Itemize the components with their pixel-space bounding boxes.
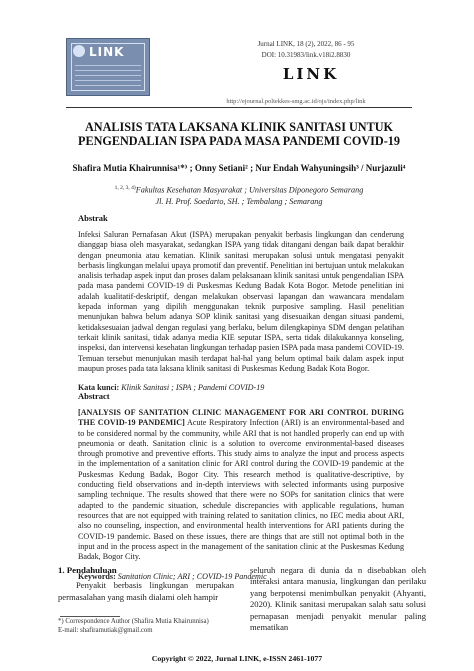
abstrak-heading: Abstrak (78, 213, 108, 223)
journal-meta (206, 39, 406, 61)
journal-logo (66, 38, 150, 96)
logo-text: LINK (89, 45, 125, 59)
abstract-section (78, 391, 404, 581)
intro-left-text: Penyakit berbasis lingkungan merupakan permasalahan yang masih dialami oleh hampir (58, 580, 234, 602)
header-divider (66, 107, 412, 108)
page-footer: Copyright © 2022, Jurnal LINK, e-ISSN 2461-1077 (151, 654, 323, 663)
abstract-keywords-label: Keywords: (78, 572, 116, 582)
abstrak-text: Infeksi Saluran Pernafasan Akut (ISPA) merupakan penyakit berbasis lingkungan dan cenderung dianggap biasa oleh masyarakat, sedangkan ISPA yang tidak ditangani dengan baik dapat berakhir dengan pneumonia atau kematian. Klinik sanitasi merupakan solusi untuk mengatasi penyakit berbasis lingkungan melalui upaya promotif dan preventif. Penelitian ini bertujuan untuk melakukan analisis terhadap aspek input dan proses dalam pelaksanaan klinik sanitasi untuk pengendalian ISPA pada masa pandemi COVID-19 di Puskesmas Kedung Badak Kota Bogor. Metode penelitian ini adalah kualitatif-deskriptif, dengan melakukan observasi lapangan dan wawancara mendalam kepada informan yang dipilih menggunakan teknik purposive sampling. Hasil penelitian menunjukan bahwa belum adanya SOP klinik sanitasi yang disesuaikan dengan situasi pandemi, ketidaksesuaian jadwal dengan regulasi yang berlaku, belum dilengkapinya SDM dengan pelatihan terkait klinik sanitasi, tidak adanya media KIE seputar ISPA, serta tidak dilakukannya konseling, inspeksi, dan intervensi kesehatan lingkungan terhadap pasien ISPA pada masa pandemi COVID-19. Temuan tersebut menunjukan masih terdapat hal-hal yang belum optimal baik dalam aspek input maupun proses pada tata laksana klinik sanitasi di Puskesmas Kedung Badak Kota Bogor. (78, 230, 404, 373)
correspondence-footnote (58, 618, 238, 635)
abstract-body: Acute Respiratory Infection (ARI) is an environmental-based and to be considered normal by the community, while ARI that is not handled properly can end up with pneumonia or death. Sanitation clinic is a solution to overcome environmental-based diseases through promotive and preventive efforts. This study aims to analyze the input and process aspects in the implementation of a sanitation clinic for ARI control during the COVID-19 pandemic at the Puskesmas Kedung Badak, Bogor City. This research method is qualitative-descriptive, by conducting field observations and in-depth interviews with selected informants using purposive sampling technique. The results showed that there were no SOPs for sanitation clinics that were adapted to the pandemic situation, schedule discrepancies with applicable regulations, human resources that are not equipped with training related to sanitation clinics, no IEC media about ARI, also no counseling, inspection, and environmental health interventions for ARI patients during the COVID-19 pandemic. Based on these issues, there are things that are still not optimal both in the input and in the process aspect in the management of the sanitation clinic at the Puskesmas Kedung Badak, Bogor City. (78, 418, 405, 562)
abstrak-keywords-label: Kata kunci: (78, 383, 120, 393)
abstract-heading: Abstract (78, 391, 110, 401)
intro-right-column: seluruh negara di dunia da n disebabkan oleh interaksi antara manusia, lingkungan dan perilaku yang berpotensi menimbulkan penyakit (Ahyanti, 2020). Klinik sanitasi merupakan salah satu solusi pernapasan menjadi penyakit menular paling mematikan (250, 565, 426, 633)
intro-left-column (58, 565, 234, 603)
abstrak-section (78, 213, 404, 392)
article-affiliation (66, 183, 412, 207)
article-authors: Shafira Mutia Khairunnisa¹*⁾ ; Onny Setiani² ; Nur Endah Wahyuningsih³ / Nurjazuli⁴ (72, 163, 406, 173)
journal-header (66, 38, 416, 108)
intro-heading: 1. Pendahuluan (58, 565, 117, 575)
footnote-divider (60, 616, 120, 617)
article-title: ANALISIS TATA LAKSANA KLINIK SANITASI UNTUK PENGENDALIAN ISPA PADA MASA PANDEMI COVID-19 (78, 120, 400, 148)
abstrak-keywords-text: Klinik Sanitasi ; ISPA ; Pandemi COVID-19 (121, 383, 265, 393)
affil-line-2: Jl. H. Prof. Soedarto, SH. ; Tembalang ; Semarang (155, 196, 323, 206)
abstract-text (78, 408, 404, 562)
footnote-email[interactable]: E-mail: shafiramutiak@gmail.com (58, 626, 153, 634)
affil-superscript: 1, 2, 3, 4) (114, 185, 136, 191)
journal-citation: Jurnal LINK, 18 (2), 2022, 86 - 95 (257, 40, 355, 48)
logo-emblem-icon (73, 45, 85, 57)
footnote-author: *) Correspondence Author (Shafira Mutia Khairunnisa) (58, 618, 209, 625)
journal-doi: DOI: 10.31983/link.v18i2.8830 (261, 51, 351, 59)
journal-brand: LINK (282, 65, 340, 83)
abstract-bold-lead: [ANALYSIS OF SANITATION CLINIC MANAGEMENT FOR ARI CONTROL DURING THE COVID-19 PANDEMIC] (78, 408, 404, 428)
journal-url[interactable]: http://ejournal.poltekkes-smg.ac.id/ojs/index.php/link (226, 98, 366, 105)
affil-line-1: Fakultas Kesehatan Masyarakat ; Universitas Diponegoro Semarang (135, 185, 364, 195)
abstract-keywords-text: Sanitation Clinic; ARI ; COVID-19 Pandemic (117, 572, 267, 582)
